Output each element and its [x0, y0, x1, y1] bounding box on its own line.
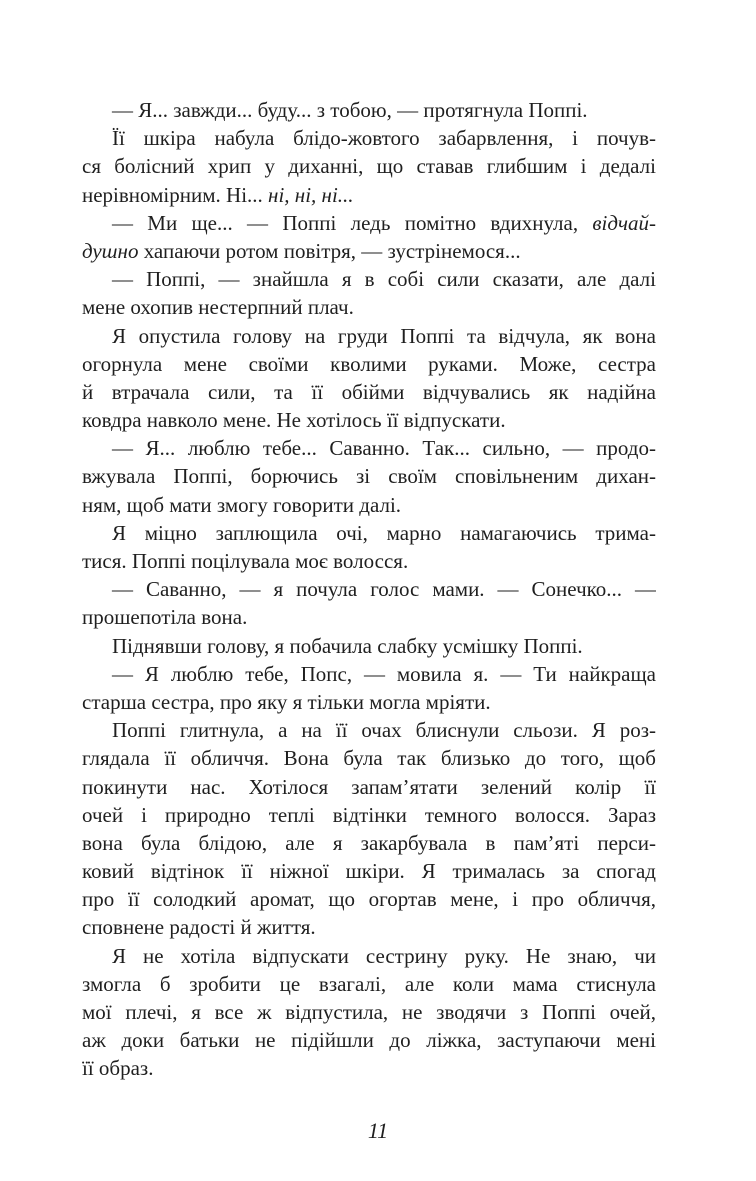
- text-line: [82, 152, 656, 180]
- text-line: [82, 519, 656, 547]
- text-line: [82, 998, 656, 1026]
- text-segment: мене охопив нестерпний плач.: [82, 295, 354, 320]
- text-line: [82, 1054, 656, 1082]
- text-segment: огорнула мене своїми кволими руками. Може, сестра: [82, 351, 656, 376]
- text-segment: глядала її обличчя. Вона була так близько до того, щоб: [82, 746, 656, 771]
- text-line: [82, 322, 656, 350]
- text-segment: вжувала Поппі, борючись зі своїм сповільненим дихан-: [82, 464, 656, 489]
- text-segment: хапаючи ротом повітря, — зустрінемося...: [138, 238, 521, 263]
- italic-text-segment: відчай-: [592, 210, 656, 235]
- text-line: [82, 491, 656, 519]
- text-segment: Я не хотіла відпускати сестрину руку. Не знаю, чи: [112, 943, 656, 968]
- text-segment: — Я... завжди... буду... з тобою, — протягнула Поппі.: [112, 98, 588, 122]
- text-line: [82, 885, 656, 913]
- text-block: [82, 96, 656, 1083]
- text-segment: старша сестра, про яку я тільки могла мріяти.: [82, 689, 491, 714]
- text-line: [82, 942, 656, 970]
- text-line: [82, 462, 656, 490]
- text-line: [82, 970, 656, 998]
- text-line: [82, 1026, 656, 1054]
- text-line: [82, 406, 656, 434]
- italic-text-segment: душно: [82, 238, 139, 263]
- text-segment: мої плечі, я все ж відпустила, не зводячи з Поппі очей,: [82, 1000, 656, 1024]
- text-segment: — Ми ще... — Поппі ледь помітно вдихнула,: [112, 210, 593, 235]
- text-line: [82, 547, 656, 575]
- text-line: [82, 913, 656, 941]
- text-segment: про її солодкий аромат, що огортав мене, і про обличчя,: [82, 887, 656, 912]
- text-segment: нерівномірним. Ні...: [82, 182, 269, 207]
- text-line: [82, 716, 656, 744]
- text-line: [82, 744, 656, 772]
- text-line: [82, 124, 656, 152]
- text-line: [82, 237, 656, 265]
- text-line: [82, 575, 656, 603]
- text-line: [82, 660, 656, 688]
- italic-text-segment: ні, ні, ні...: [268, 182, 354, 207]
- text-line: [82, 265, 656, 293]
- text-segment: сповнене радості й життя.: [82, 915, 316, 940]
- text-segment: ковдра навколо мене. Не хотілось її відпускати.: [82, 408, 506, 433]
- text-line: [82, 181, 656, 209]
- text-segment: — Я люблю тебе, Попс, — мовила я. — Ти найкраща: [112, 661, 656, 686]
- text-line: [82, 688, 656, 716]
- text-segment: Я опустила голову на груди Поппі та відчула, як вона: [112, 323, 656, 348]
- text-line: [82, 857, 656, 885]
- text-segment: — Поппі, — знайшла я в собі сили сказати, але далі: [112, 267, 656, 292]
- text-segment: ся болісний хрип у диханні, що ставав глибшим і дедалі: [82, 154, 656, 179]
- text-line: [82, 632, 656, 660]
- text-segment: Піднявши голову, я побачила слабку усмішку Поппі.: [112, 633, 583, 658]
- text-line: [82, 801, 656, 829]
- text-segment: її образ.: [82, 1056, 154, 1081]
- text-segment: тися. Поппі поцілувала моє волосся.: [82, 549, 409, 573]
- text-segment: ням, щоб мати змогу говорити далі.: [82, 492, 402, 517]
- text-line: [82, 96, 656, 124]
- text-segment: й втрачала сили, та її обійми відчувались як надійна: [82, 379, 656, 404]
- text-segment: покинути нас. Хотілося запам’ятати зелений колір її: [82, 774, 656, 799]
- text-segment: — Я... люблю тебе... Саванно. Так... сильно, — продо-: [112, 436, 656, 461]
- text-line: [82, 603, 656, 631]
- text-line: [82, 293, 656, 321]
- text-line: [82, 378, 656, 406]
- text-segment: — Саванно, — я почула голос мами. — Сонечко... —: [112, 577, 656, 602]
- text-segment: ковий відтінок її ніжної шкіри. Я трималась за спогад: [82, 859, 656, 884]
- text-segment: прошепотіла вона.: [82, 605, 248, 630]
- text-line: [82, 773, 656, 801]
- text-segment: очей і природно теплі відтінки темного волосся. Зараз: [82, 802, 656, 827]
- text-segment: Поппі глитнула, а на її очах блиснули сльози. Я роз-: [112, 718, 656, 743]
- page-number: 11: [367, 1118, 389, 1143]
- text-segment: змогла б зробити це взагалі, але коли мама стиснула: [82, 971, 656, 996]
- text-line: [82, 350, 656, 378]
- text-line: [82, 829, 656, 857]
- text-segment: Я міцно заплющила очі, марно намагаючись трима-: [112, 520, 656, 545]
- text-line: [82, 434, 656, 462]
- text-segment: Її шкіра набула блідо-жовтого забарвлення, і почув-: [112, 126, 656, 151]
- text-segment: вона була блідою, але я закарбувала в пам’яті перси-: [82, 830, 656, 855]
- text-line: [82, 209, 656, 237]
- text-segment: аж доки батьки не підійшли до ліжка, заступаючи мені: [82, 1028, 656, 1053]
